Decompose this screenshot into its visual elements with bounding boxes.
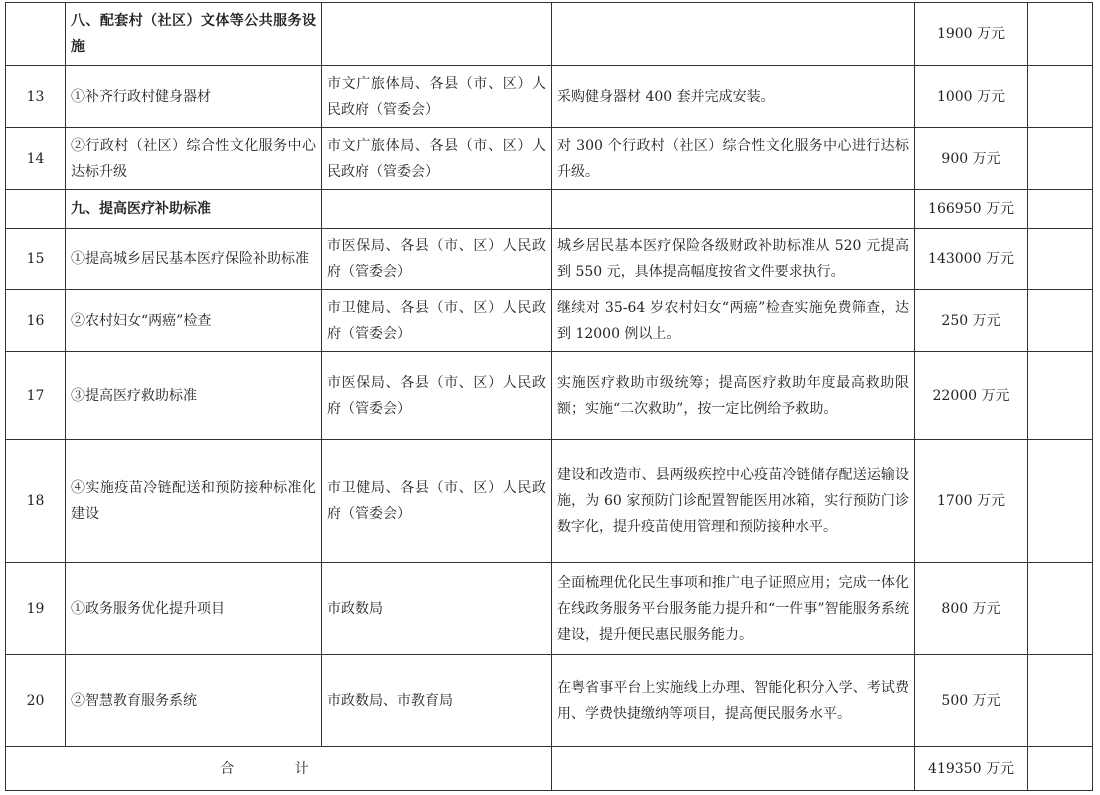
remarks-cell — [1028, 352, 1093, 440]
project-name: ②智慧教育服务系统 — [66, 655, 322, 747]
responsible-department: 市政数局 — [322, 563, 552, 655]
row-number — [6, 3, 66, 66]
responsible-department: 市卫健局、各县（市、区）人民政府（管委会） — [322, 290, 552, 352]
funding-amount: 166950 万元 — [915, 190, 1028, 229]
responsible-department — [322, 190, 552, 229]
responsible-department — [322, 3, 552, 66]
responsible-department: 市医保局、各县（市、区）人民政府（管委会） — [322, 352, 552, 440]
total-label: 合 计 — [6, 747, 552, 791]
project-name: ①政务服务优化提升项目 — [66, 563, 322, 655]
section-row — [6, 3, 1093, 66]
responsible-department: 市医保局、各县（市、区）人民政府（管委会） — [322, 229, 552, 290]
funding-amount: 800 万元 — [915, 563, 1028, 655]
remarks-cell — [1028, 3, 1093, 66]
project-content — [552, 190, 915, 229]
project-table — [5, 2, 1093, 791]
project-name: ④实施疫苗冷链配送和预防接种标准化建设 — [66, 440, 322, 563]
table-row — [6, 128, 1093, 190]
row-number: 18 — [6, 440, 66, 563]
funding-amount: 1000 万元 — [915, 66, 1028, 128]
remarks-cell — [1028, 290, 1093, 352]
funding-amount: 500 万元 — [915, 655, 1028, 747]
project-content: 对 300 个行政村（社区）综合性文化服务中心进行达标升级。 — [552, 128, 915, 190]
row-number: 17 — [6, 352, 66, 440]
remarks-cell — [1028, 229, 1093, 290]
row-number — [6, 190, 66, 229]
project-content: 采购健身器材 400 套并完成安装。 — [552, 66, 915, 128]
project-content: 城乡居民基本医疗保险各级财政补助标准从 520 元提高到 550 元，具体提高幅度按省文件要求执行。 — [552, 229, 915, 290]
remarks-cell — [1028, 563, 1093, 655]
total-remarks — [1028, 747, 1093, 791]
funding-amount: 143000 万元 — [915, 229, 1028, 290]
project-content: 继续对 35-64 岁农村妇女“两癌”检查实施免费筛查，达到 12000 例以上。 — [552, 290, 915, 352]
funding-amount: 1700 万元 — [915, 440, 1028, 563]
total-amount: 419350 万元 — [915, 747, 1028, 791]
project-name: ②农村妇女“两癌”检查 — [66, 290, 322, 352]
remarks-cell — [1028, 655, 1093, 747]
row-number: 14 — [6, 128, 66, 190]
responsible-department: 市政数局、市教育局 — [322, 655, 552, 747]
table-row — [6, 440, 1093, 563]
table-body — [6, 3, 1093, 791]
funding-amount: 22000 万元 — [915, 352, 1028, 440]
project-content: 建设和改造市、县两级疾控中心疫苗冷链储存配送运输设施，为 60 家预防门诊配置智能医用冰箱，实行预防门诊数字化，提升疫苗使用管理和预防接种水平。 — [552, 440, 915, 563]
project-name: ②行政村（社区）综合性文化服务中心达标升级 — [66, 128, 322, 190]
project-content — [552, 3, 915, 66]
row-number: 19 — [6, 563, 66, 655]
responsible-department: 市文广旅体局、各县（市、区）人民政府（管委会） — [322, 128, 552, 190]
project-content: 在粤省事平台上实施线上办理、智能化积分入学、考试费用、学费快捷缴纳等项目，提高便民服务水平。 — [552, 655, 915, 747]
row-number: 13 — [6, 66, 66, 128]
project-content: 全面梳理优化民生事项和推广电子证照应用；完成一体化在线政务服务平台服务能力提升和“一件事”智能服务系统建设，提升便民惠民服务能力。 — [552, 563, 915, 655]
project-name: ①补齐行政村健身器材 — [66, 66, 322, 128]
funding-amount: 250 万元 — [915, 290, 1028, 352]
funding-amount: 900 万元 — [915, 128, 1028, 190]
total-content — [552, 747, 915, 791]
table-row — [6, 290, 1093, 352]
table-row — [6, 563, 1093, 655]
remarks-cell — [1028, 66, 1093, 128]
remarks-cell — [1028, 440, 1093, 563]
project-name: ①提高城乡居民基本医疗保险补助标准 — [66, 229, 322, 290]
table-row — [6, 352, 1093, 440]
responsible-department: 市卫健局、各县（市、区）人民政府（管委会） — [322, 440, 552, 563]
responsible-department: 市文广旅体局、各县（市、区）人民政府（管委会） — [322, 66, 552, 128]
funding-amount: 1900 万元 — [915, 3, 1028, 66]
remarks-cell — [1028, 128, 1093, 190]
table-row — [6, 229, 1093, 290]
project-name: ③提高医疗救助标准 — [66, 352, 322, 440]
row-number: 20 — [6, 655, 66, 747]
section-title: 八、配套村（社区）文体等公共服务设施 — [66, 3, 322, 66]
table-row — [6, 655, 1093, 747]
row-number: 16 — [6, 290, 66, 352]
remarks-cell — [1028, 190, 1093, 229]
project-content: 实施医疗救助市级统筹；提高医疗救助年度最高救助限额；实施“二次救助”，按一定比例给予救助。 — [552, 352, 915, 440]
section-row — [6, 190, 1093, 229]
total-row — [6, 747, 1093, 791]
row-number: 15 — [6, 229, 66, 290]
section-title: 九、提高医疗补助标准 — [66, 190, 322, 229]
table-row — [6, 66, 1093, 128]
